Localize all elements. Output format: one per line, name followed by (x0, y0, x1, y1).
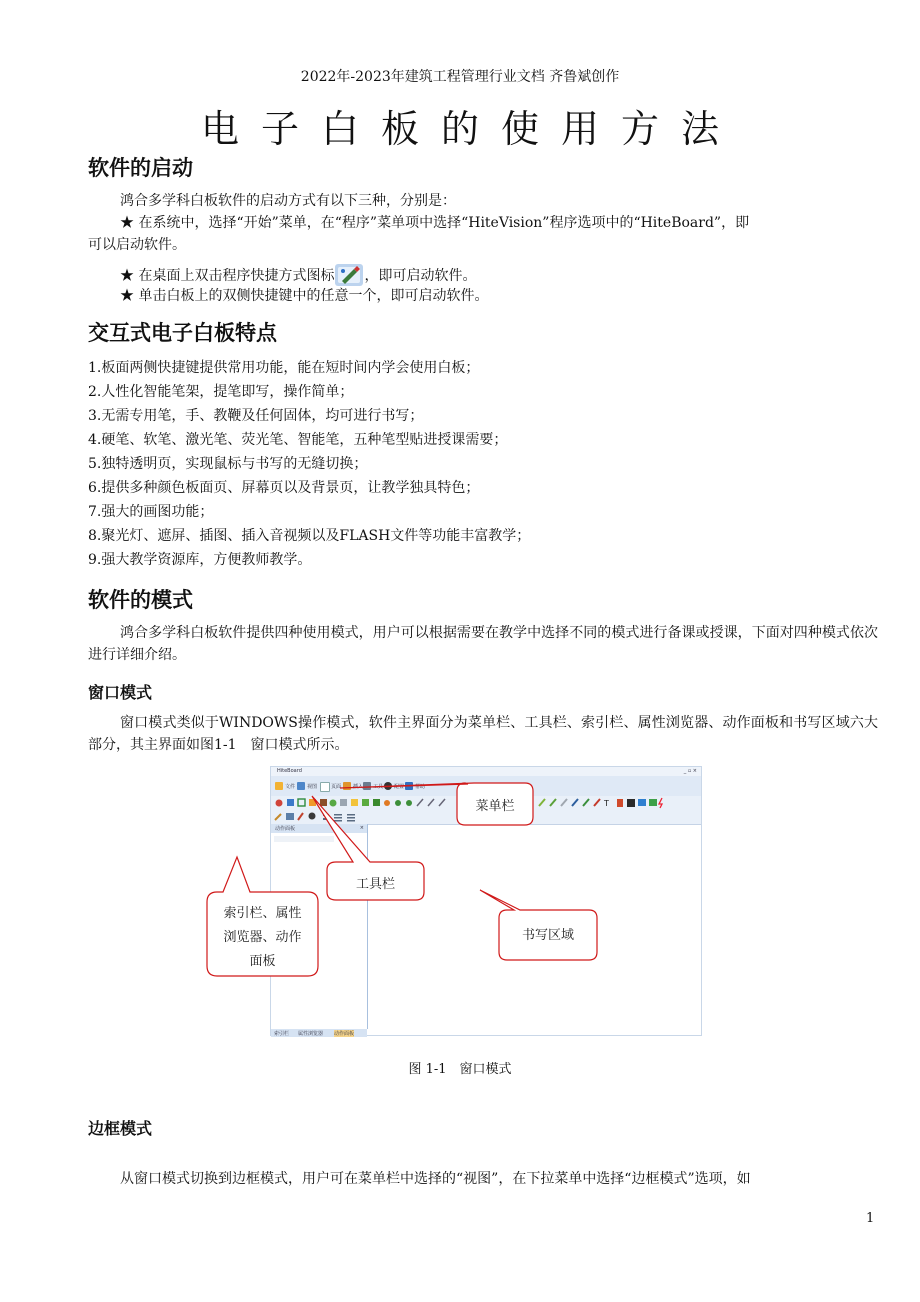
side-panel-title: 动作面板 (275, 826, 296, 832)
border-mode-paragraph: 从窗口模式切换到边框模式，用户可在菜单栏中选择的“视图”，在下拉菜单中选择“边框模式”选项，如 (120, 1171, 751, 1187)
startup-item-2-after: ，即可启动软件。 (364, 268, 477, 284)
startup-item-1-line-2: 可以启动软件。 (88, 237, 186, 253)
callout-menu-label: 菜单栏 (475, 799, 515, 814)
tab-property-browser[interactable]: 属性浏览器 (298, 1031, 324, 1037)
tab-index[interactable]: 索引栏 (274, 1031, 290, 1037)
modes-paragraph: 鸿合多学科白板软件提供四种使用模式，用户可以根据需要在教学中选择不同的模式进行备课或授课，下面对四种模式依次进行详细介绍。 (88, 625, 878, 663)
subsection-heading-border-mode: 边框模式 (88, 1119, 153, 1138)
callout-toolbar-label: 工具栏 (355, 877, 395, 892)
callout-index-line-2: 浏览器、动作 (223, 930, 302, 945)
section-heading-features: 交互式电子白板特点 (88, 321, 277, 345)
svg-text:T: T (604, 799, 609, 808)
menu-file[interactable]: 文件 (285, 784, 296, 790)
feature-item-3: 3.无需专用笔，手、教鞭及任何固体，均可进行书写； (88, 408, 424, 424)
section-heading-startup: 软件的启动 (88, 156, 193, 180)
tab-action-panel[interactable]: 动作面板 (334, 1031, 355, 1037)
startup-item-3: ★ 单击白板上的双侧快捷键中的任意一个，即可启动软件。 (120, 288, 489, 304)
section-heading-modes: 软件的模式 (88, 588, 193, 612)
side-panel-close-icon[interactable]: × (359, 825, 364, 831)
page-number: 1 (866, 1211, 875, 1226)
menu-page[interactable]: 页面 (331, 784, 342, 790)
window-mode-paragraph: 窗口模式类似于WINDOWS操作模式，软件主界面分为菜单栏、工具栏、索引栏、属性浏览器、动作面板和书写区域六大部分，其主界面如图1-1 窗口模式所示。 (88, 715, 878, 753)
startup-item-2-before: ★ 在桌面上双击程序快捷方式图标 (120, 268, 335, 284)
feature-item-1: 1.板面两侧快捷键提供常用功能，能在短时间内学会使用白板； (88, 360, 480, 376)
callout-index-line-3: 面板 (249, 954, 276, 969)
startup-item-1-line-1: ★ 在系统中，选择“开始”菜单，在“程序”菜单项中选择“HiteVision”程序选项中的“HiteBoard”，即 (120, 215, 750, 231)
startup-intro: 鸿合多学科白板软件的启动方式有以下三种，分别是： (120, 193, 456, 209)
feature-item-9: 9.强大教学资源库，方便教师教学。 (88, 552, 312, 568)
feature-item-6: 6.提供多种颜色板面页、屏幕页以及背景页，让教学独具特色； (88, 480, 480, 496)
subsection-heading-window-mode: 窗口模式 (88, 683, 153, 702)
window-controls-icon: _ ▫ × (683, 768, 697, 774)
feature-item-5: 5.独特透明页，实现鼠标与书写的无缝切换； (88, 456, 368, 472)
menu-config[interactable]: 配置 (394, 784, 405, 790)
callout-index-label (207, 902, 318, 974)
app-window-title: HiteBoard (277, 768, 302, 774)
document-header: 2022年-2023年建筑工程管理行业文档 齐鲁斌创作 (300, 69, 620, 85)
callout-writing-label: 书写区域 (521, 928, 574, 943)
feature-item-7: 7.强大的画图功能； (88, 504, 214, 520)
menu-help[interactable]: 帮助 (415, 784, 426, 790)
feature-item-8: 8.聚光灯、遮屏、插图、插入音视频以及FLASH文件等功能丰富教学； (88, 528, 531, 544)
figure-caption: 图 1-1 窗口模式 (408, 1062, 512, 1077)
document-title: 电子白板的使用方法 (200, 107, 741, 151)
feature-item-4: 4.硬笔、软笔、激光笔、荧光笔、智能笔，五种笔型贴进授课需要； (88, 432, 508, 448)
feature-item-2: 2.人性化智能笔架，提笔即写，操作简单； (88, 384, 354, 400)
callout-index-line-1: 索引栏、属性 (223, 906, 302, 921)
menu-view[interactable]: 视图 (307, 784, 318, 790)
